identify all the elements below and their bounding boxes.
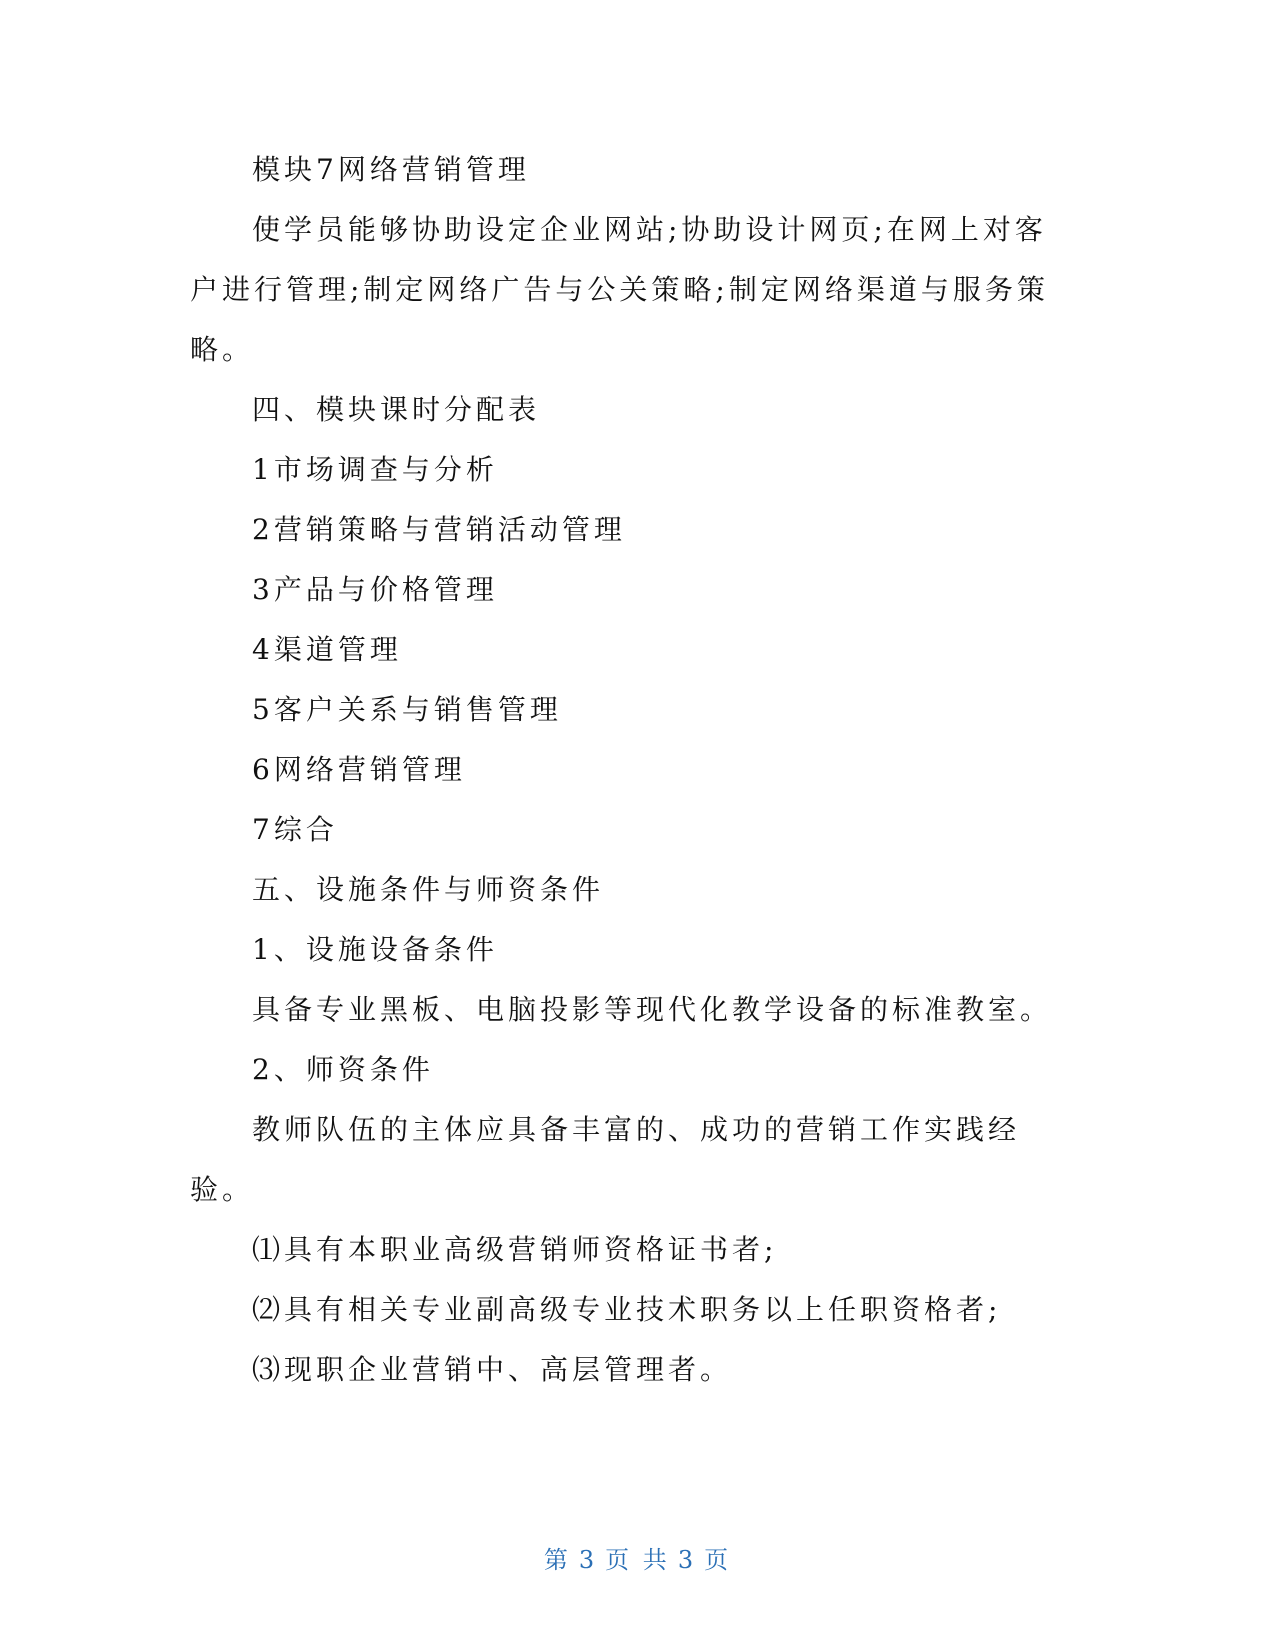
list-item: 7综合 [252,813,338,846]
teachers-description: 教师队伍的主体应具备丰富的、成功的营销工作实践经验。 [190,1113,1021,1206]
footer-total-pages: 3 [677,1546,697,1574]
list-item: ⑴具有本职业高级营销师资格证书者; [252,1233,778,1266]
footer-suffix: 页 [704,1546,732,1574]
list-item: 2营销策略与营销活动管理 [252,513,626,546]
subsection-facilities-heading: 1、设施设备条件 [252,933,498,966]
list-item: 3产品与价格管理 [252,573,498,606]
document-body [190,140,1070,1400]
list-item: 6网络营销管理 [252,753,466,786]
list-item: 5客户关系与销售管理 [252,693,562,726]
list-item: ⑶现职企业营销中、高层管理者。 [252,1353,733,1386]
module-7-description: 使学员能够协助设定企业网站;协助设计网页;在网上对客户进行管理;制定网络广告与公关策略;制定网络渠道与服务策略。 [190,213,1049,366]
footer-current-page: 3 [578,1546,598,1574]
facilities-description: 具备专业黑板、电脑投影等现代化教学设备的标准教室。 [252,993,1053,1026]
section-5-heading: 五、设施条件与师资条件 [252,873,605,906]
list-item: 1市场调查与分析 [252,453,498,486]
list-item: ⑵具有相关专业副高级专业技术职务以上任职资格者; [252,1293,1002,1326]
list-item: 4渠道管理 [252,633,402,666]
module-7-heading: 模块7网络营销管理 [252,153,530,186]
footer-prefix: 第 [543,1546,571,1574]
footer-middle: 页 共 [605,1546,670,1574]
subsection-teachers-heading: 2、师资条件 [252,1053,434,1086]
page-number-footer [0,1540,1275,1575]
section-4-heading: 四、模块课时分配表 [252,393,541,426]
